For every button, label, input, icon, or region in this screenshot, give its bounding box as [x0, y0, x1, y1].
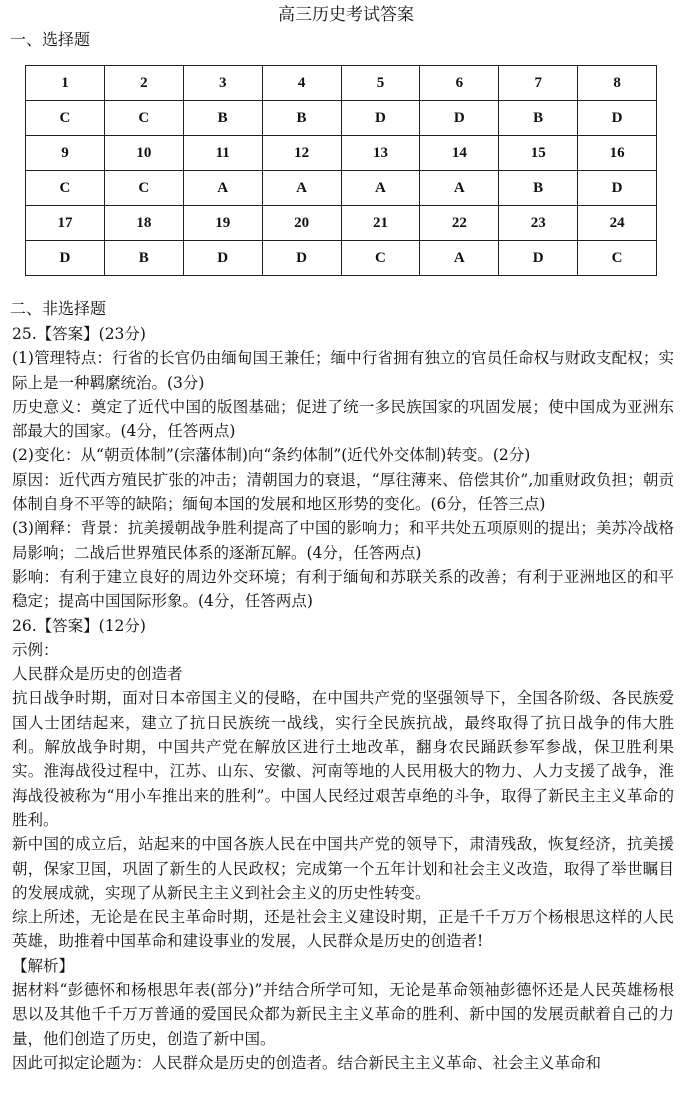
table-cell: 10	[104, 136, 183, 171]
table-cell: C	[104, 101, 183, 136]
q26-analysis-label: 【解析】	[12, 956, 75, 975]
table-cell: 14	[420, 136, 499, 171]
q26-thesis: 人民群众是历史的创造者	[12, 665, 183, 684]
table-cell: 1	[26, 66, 105, 101]
table-cell: C	[26, 101, 105, 136]
table-cell: D	[578, 171, 657, 206]
table-cell: 5	[341, 66, 420, 101]
table-row	[26, 206, 657, 241]
table-cell: D	[420, 101, 499, 136]
table-cell: 8	[578, 66, 657, 101]
table-cell: 16	[578, 136, 657, 171]
table-cell: 9	[26, 136, 105, 171]
answer-body	[12, 322, 674, 1075]
table-cell: 4	[262, 66, 341, 101]
table-cell: 18	[104, 206, 183, 241]
answer-table	[25, 65, 657, 276]
table-cell: 23	[499, 206, 578, 241]
table-cell: 13	[341, 136, 420, 171]
table-cell: A	[262, 171, 341, 206]
table-cell: 2	[104, 66, 183, 101]
table-cell: D	[26, 241, 105, 276]
table-cell: B	[262, 101, 341, 136]
document-title: 高三历史考试答案	[278, 5, 414, 25]
q25-part2-change: (2)变化：从“朝贡体制”(宗藩体制)向“条约体制”(近代外交体制)转变。(2分)	[12, 446, 531, 465]
section-heading-choice: 一、选择题	[10, 30, 91, 49]
table-cell: A	[341, 171, 420, 206]
table-cell: D	[499, 241, 578, 276]
table-cell: D	[341, 101, 420, 136]
section-heading-non-choice: 二、非选择题	[10, 299, 107, 318]
table-cell: B	[499, 171, 578, 206]
table-cell: 24	[578, 206, 657, 241]
table-row	[26, 241, 657, 276]
table-cell: 17	[26, 206, 105, 241]
table-cell: D	[183, 241, 262, 276]
q26-paragraph-new-china: 新中国的成立后，站起来的中国各族人民在中国共产党的领导下，肃清残敌，恢复经济，抗美援朝，保家卫国，巩固了新生的人民政权；完成第一个五年计划和社会主义改造，取得了举世瞩目的发展成就，实现了从新民主主义到社会主义的历史性转变。	[12, 835, 674, 902]
table-cell: A	[183, 171, 262, 206]
table-cell: C	[26, 171, 105, 206]
q25-part1-significance: 历史意义：奠定了近代中国的版图基础；促进了统一多民族国家的巩固发展；使中国成为亚洲东部最大的国家。(4分，任答两点)	[12, 397, 674, 441]
table-cell: 15	[499, 136, 578, 171]
table-cell: A	[420, 171, 499, 206]
table-cell: C	[578, 241, 657, 276]
table-cell: 19	[183, 206, 262, 241]
table-cell: 7	[499, 66, 578, 101]
table-cell: B	[104, 241, 183, 276]
table-cell: C	[341, 241, 420, 276]
table-cell: D	[262, 241, 341, 276]
table-row	[26, 171, 657, 206]
table-cell: C	[104, 171, 183, 206]
q25-heading: 25.【答案】(23分)	[12, 325, 146, 343]
q26-heading: 26.【答案】(12分)	[12, 616, 146, 635]
q26-example-label: 示例：	[12, 640, 59, 659]
table-cell: B	[499, 101, 578, 136]
table-cell: 20	[262, 206, 341, 241]
q26-conclusion: 综上所述，无论是在民主革命时期，还是社会主义建设时期，正是千千万万个杨根思这样的人民英雄，助推着中国革命和建设事业的发展，人民群众是历史的创造者!	[12, 908, 674, 951]
q26-analysis-text: 据材料“彭德怀和杨根思年表(部分)”并结合所学可知，无论是革命领袖彭德怀还是人民英雄杨根思以及其他千千万万普通的爱国民众都为新民主主义革命的胜利、新中国的发展贡献着自己的力量，他们创造了历史，创造了新中国。	[12, 981, 674, 1048]
q25-part3-background: (3)阐释：背景：抗美援朝战争胜利提高了中国的影响力；和平共处五项原则的提出；美苏冷战格局影响；二战后世界殖民体系的逐渐瓦解。(4分，任答两点)	[12, 519, 674, 562]
table-cell: 21	[341, 206, 420, 241]
q25-part3-impact: 影响：有利于建立良好的周边外交环境；有利于缅甸和苏联关系的改善；有利于亚洲地区的和平稳定；提高中国国际形象。(4分，任答两点)	[12, 567, 674, 611]
table-cell: 22	[420, 206, 499, 241]
q26-analysis-continued: 因此可拟定论题为：人民群众是历史的创造者。结合新民主主义革命、社会主义革命和	[12, 1053, 602, 1072]
table-cell: A	[420, 241, 499, 276]
q25-part1-features: (1)管理特点：行省的长官仍由缅甸国王兼任；缅中行省拥有独立的官员任命权与财政支配权；实际上是一种羁縻统治。(3分)	[12, 349, 674, 392]
table-row	[26, 66, 657, 101]
q25-part2-reasons: 原因：近代西方殖民扩张的冲击；清朝国力的衰退，“厚往薄来、倍偿其价”,加重财政负担；朝贡体制自身不平等的缺陷；缅甸本国的发展和地区形势的变化。(6分，任答三点)	[12, 470, 674, 514]
table-row	[26, 136, 657, 171]
table-cell: B	[183, 101, 262, 136]
table-cell: 12	[262, 136, 341, 171]
table-row	[26, 101, 657, 136]
table-cell: 3	[183, 66, 262, 101]
table-cell: 11	[183, 136, 262, 171]
table-cell: D	[578, 101, 657, 136]
q26-paragraph-revolution: 抗日战争时期，面对日本帝国主义的侵略，在中国共产党的坚强领导下，全国各阶级、各民族爱国人士团结起来，建立了抗日民族统一战线，实行全民族抗战，最终取得了抗日战争的伟大胜利。解放战争时期，中国共产党在解放区进行土地改革，翻身农民踊跃参军参战，保卫胜利果实。淮海战役过程中，江苏、山东、安徽、河南等地的人民用极大的物力、人力支援了战争，淮海战役被称为“用小车推出来的胜利”。中国人民经过艰苦卓绝的斗争，取得了新民主主义革命的胜利。	[12, 689, 674, 829]
table-cell: 6	[420, 66, 499, 101]
